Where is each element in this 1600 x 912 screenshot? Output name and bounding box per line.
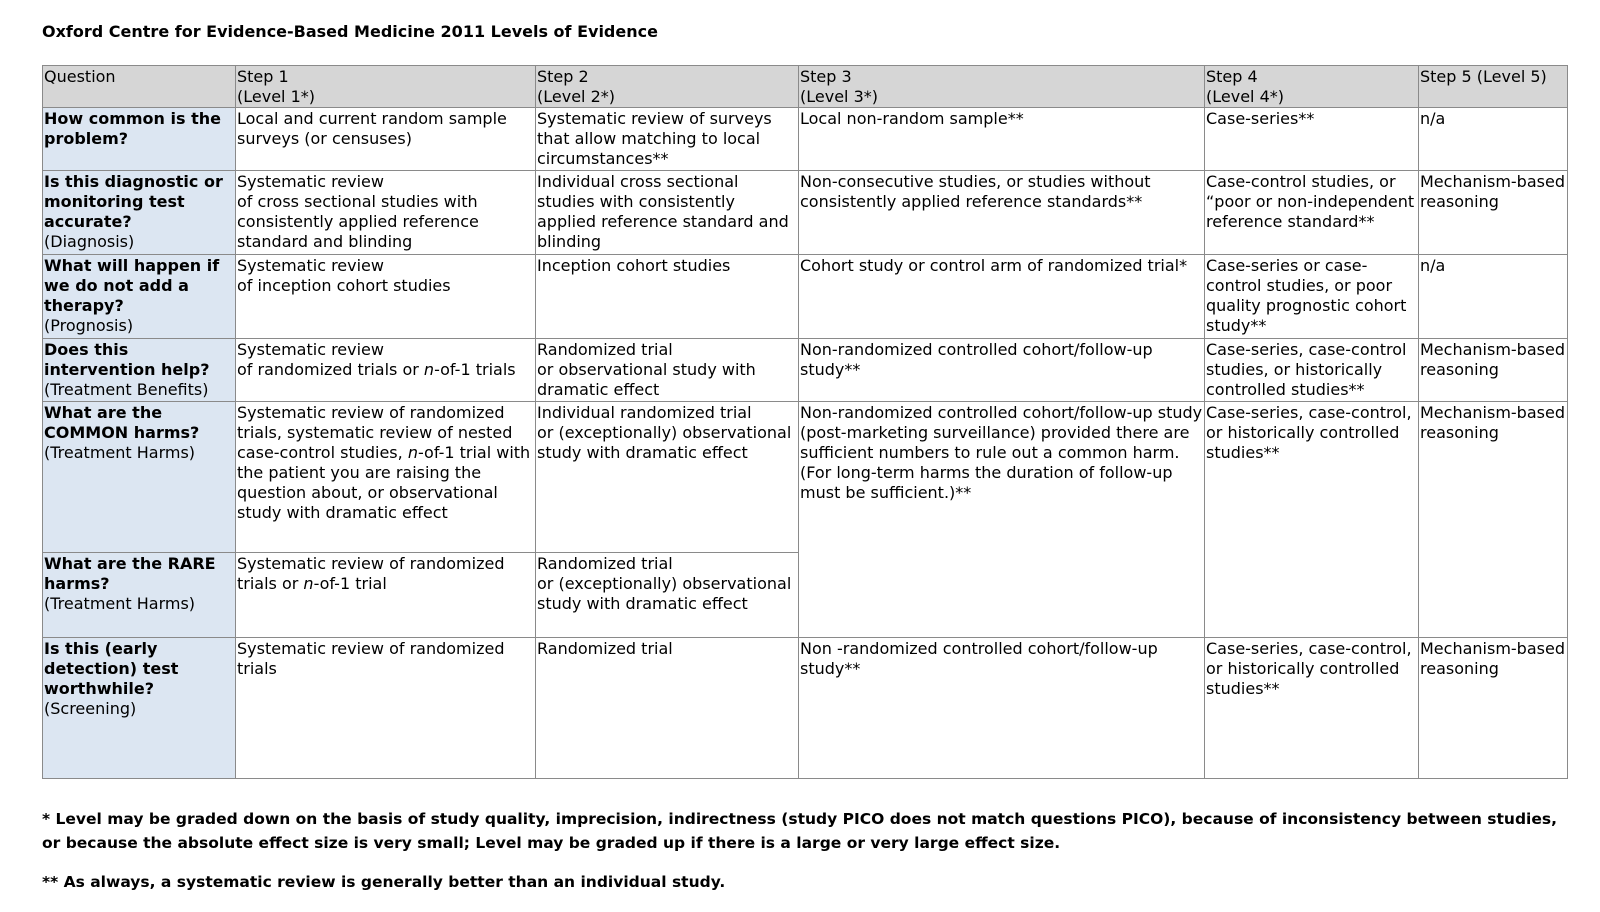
question-cell: What are the RARE harms? (Treatment Harms) <box>43 553 236 638</box>
step-4-cell: Case-series, case-control, or historically controlled studies** <box>1205 402 1419 638</box>
step-5-cell: Mechanism-based reasoning <box>1419 638 1568 779</box>
step-2-cell: Systematic review of surveys that allow matching to local circumstances** <box>536 108 799 171</box>
step-5-cell: Mechanism-based reasoning <box>1419 171 1568 255</box>
header-step-3: Step 3 (Level 3*) <box>799 66 1205 108</box>
footnote-level-grading: * Level may be graded down on the basis of study quality, imprecision, indirectness (study PICO does not match questions PICO), because of inconsistency between studies, or because the absolute effect size is very small; Level may be graded up if there is a large or very large effect size. <box>42 810 1557 852</box>
table-row <box>43 171 1568 255</box>
table-row <box>43 339 1568 402</box>
question-cell: Does this intervention help? (Treatment Benefits) <box>43 339 236 402</box>
table-row <box>43 255 1568 339</box>
step-3-cell: Non-randomized controlled cohort/follow-up study** <box>799 339 1205 402</box>
header-row <box>43 66 1568 108</box>
table-row <box>43 402 1568 553</box>
step-2-cell: Individual cross sectional studies with consistently applied reference standard and blinding <box>536 171 799 255</box>
header-step-5: Step 5 (Level 5) <box>1419 66 1568 108</box>
page-title: Oxford Centre for Evidence-Based Medicine 2011 Levels of Evidence <box>42 22 658 41</box>
step-3-cell: Cohort study or control arm of randomized trial* <box>799 255 1205 339</box>
step-1-cell: Local and current random sample surveys (or censuses) <box>236 108 536 171</box>
step-4-cell: Case-series** <box>1205 108 1419 171</box>
question-cell: What will happen if we do not add a therapy? (Prognosis) <box>43 255 236 339</box>
step-1-cell: Systematic review of cross sectional studies with consistently applied reference standard and blinding <box>236 171 536 255</box>
step-1-cell: Systematic review of randomized trials, systematic review of nested case-control studies, n-of-1 trial with the patient you are raising the question about, or observational study with dramatic effect <box>236 402 536 553</box>
step-2-cell: Randomized trial or observational study with dramatic effect <box>536 339 799 402</box>
step-4-cell: Case-series, case-control, or historically controlled studies** <box>1205 638 1419 779</box>
header-step-2: Step 2 (Level 2*) <box>536 66 799 108</box>
step-1-cell: Systematic review of inception cohort studies <box>236 255 536 339</box>
header-step-1: Step 1 (Level 1*) <box>236 66 536 108</box>
table-row <box>43 638 1568 779</box>
step-5-cell: n/a <box>1419 108 1568 171</box>
step-1-cell: Systematic review of randomized trials or n-of-1 trials <box>236 339 536 402</box>
step-5-cell: Mechanism-based reasoning <box>1419 402 1568 638</box>
table-row <box>43 108 1568 171</box>
step-2-cell: Individual randomized trial or (exceptionally) observational study with dramatic effect <box>536 402 799 553</box>
header-question: Question <box>43 66 236 108</box>
step-5-cell: Mechanism-based reasoning <box>1419 339 1568 402</box>
question-cell: Is this (early detection) test worthwhile? (Screening) <box>43 638 236 779</box>
step-4-cell: Case-series, case-control studies, or historically controlled studies** <box>1205 339 1419 402</box>
header-step-4: Step 4 (Level 4*) <box>1205 66 1419 108</box>
step-5-cell: n/a <box>1419 255 1568 339</box>
step-4-cell: Case-control studies, or “poor or non-independent reference standard** <box>1205 171 1419 255</box>
step-1-cell: Systematic review of randomized trials <box>236 638 536 779</box>
step-1-cell: Systematic review of randomized trials or n-of-1 trial <box>236 553 536 638</box>
question-cell: What are the COMMON harms? (Treatment Harms) <box>43 402 236 553</box>
step-3-cell: Non-consecutive studies, or studies without consistently applied reference standards** <box>799 171 1205 255</box>
step-2-cell: Inception cohort studies <box>536 255 799 339</box>
step-2-cell: Randomized trial <box>536 638 799 779</box>
step-3-cell: Non-randomized controlled cohort/follow-up study (post-marketing surveillance) provided there are sufficient numbers to rule out a common harm. (For long-term harms the duration of follow-up must be sufficient.)** <box>799 402 1205 638</box>
footnote-systematic-review: ** As always, a systematic review is generally better than an individual study. <box>42 873 726 891</box>
step-2-cell: Randomized trial or (exceptionally) observational study with dramatic effect <box>536 553 799 638</box>
levels-of-evidence-table <box>42 65 1568 779</box>
step-3-cell: Non -randomized controlled cohort/follow-up study** <box>799 638 1205 779</box>
step-3-cell: Local non-random sample** <box>799 108 1205 171</box>
question-cell: How common is the problem? <box>43 108 236 171</box>
question-cell: Is this diagnostic or monitoring test accurate? (Diagnosis) <box>43 171 236 255</box>
step-4-cell: Case-series or case-control studies, or poor quality prognostic cohort study** <box>1205 255 1419 339</box>
